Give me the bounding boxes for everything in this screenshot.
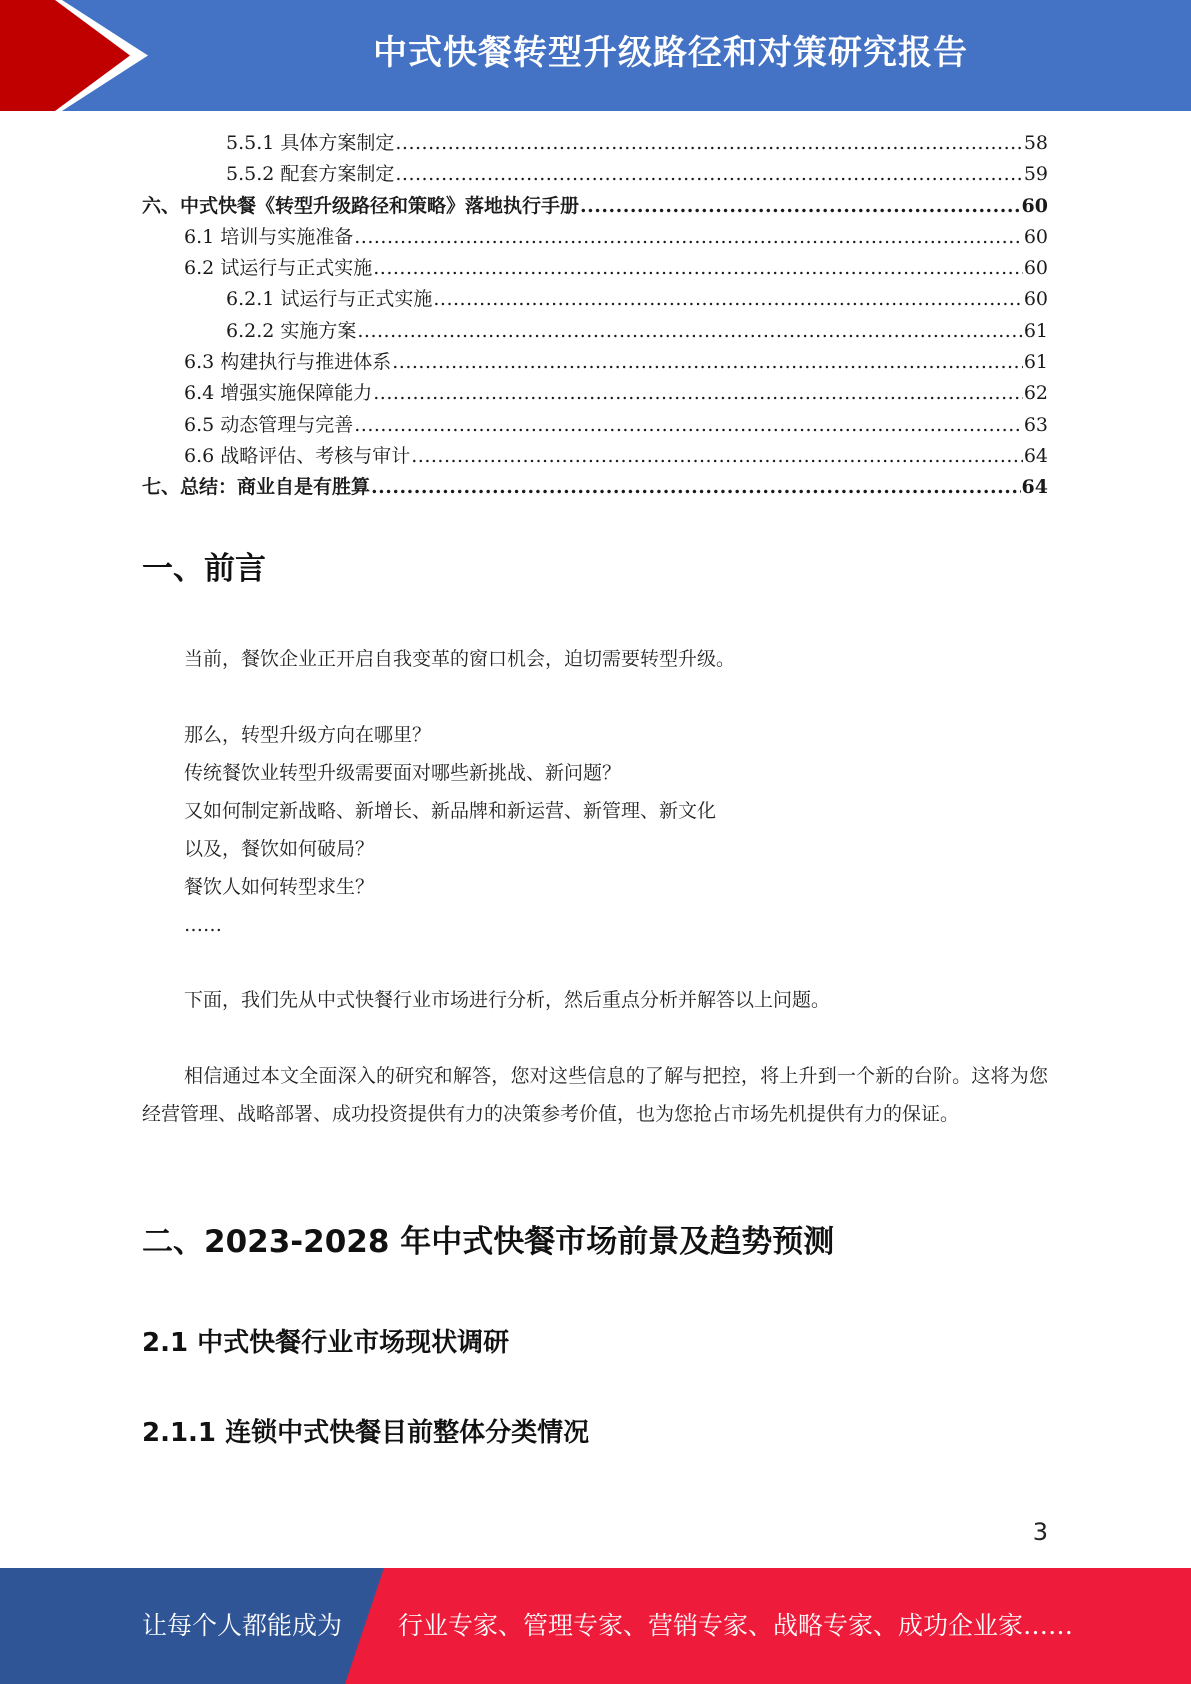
paragraph-analysis: [142, 981, 1048, 1019]
toc-entry-page: 60: [1023, 225, 1048, 248]
question-list: [142, 716, 1048, 944]
paragraph-intro: [142, 640, 1048, 678]
paragraph-text: 当前，餐饮企业正开启自我变革的窗口机会，迫切需要转型升级。: [184, 648, 736, 670]
toc-entry-title: 5.5.2 配套方案制定: [226, 163, 395, 186]
toc-leader-dots: [373, 378, 1023, 409]
toc-entry-title: 5.5.1 具体方案制定: [226, 132, 395, 154]
toc-leader-dots: [580, 191, 1021, 222]
question-item: 传统餐饮业转型升级需要面对哪些新挑战、新问题？: [184, 762, 622, 784]
toc-entry-page: 60: [1023, 257, 1048, 280]
toc-entry[interactable]: [142, 191, 1048, 222]
toc-leader-dots: [395, 128, 1022, 159]
page-footer: [0, 1568, 1191, 1684]
question-item: 那么，转型升级方向在哪里？: [184, 724, 432, 746]
toc-entry[interactable]: [142, 253, 1048, 284]
toc-entry[interactable]: [142, 159, 1048, 190]
toc-entry-page: 63: [1023, 413, 1048, 436]
toc-entry-title: 6.6 战略评估、考核与审计: [184, 444, 411, 467]
toc-entry[interactable]: [142, 472, 1048, 503]
toc-entry-title: 6.4 增强实施保障能力: [184, 382, 373, 405]
page-header: [0, 0, 1191, 111]
section-heading-market: 二、2023-2028 年中式快餐市场前景及趋势预测: [142, 1224, 835, 1260]
footer-slogan-right: 行业专家、管理专家、营销专家、战略专家、成功企业家……: [398, 1611, 1074, 1640]
toc-entry-title: 七、总结：商业自是有胜算: [142, 476, 371, 499]
ellipsis: ……: [184, 914, 222, 936]
toc-entry[interactable]: [142, 128, 1048, 159]
toc-entry-page: 62: [1023, 382, 1048, 405]
toc-leader-dots: [354, 222, 1023, 253]
paragraph-text: 下面，我们先从中式快餐行业市场进行分析，然后重点分析并解答以上问题。: [184, 989, 831, 1011]
subsection-heading: 2.1 中式快餐行业市场现状调研: [142, 1328, 510, 1358]
toc-entry-title: 6.5 动态管理与完善: [184, 413, 354, 436]
question-item: 以及，餐饮如何破局？: [184, 838, 375, 860]
toc-entry-page: 61: [1023, 351, 1048, 374]
toc-entry[interactable]: [142, 378, 1048, 409]
toc-entry-page: 64: [1021, 476, 1048, 499]
table-of-contents: [142, 128, 1048, 504]
toc-entry-page: 60: [1023, 288, 1048, 311]
subsubsection-heading: 2.1.1 连锁中式快餐目前整体分类情况: [142, 1418, 590, 1448]
toc-entry-title: 6.2 试运行与正式实施: [184, 257, 373, 280]
report-title: 中式快餐转型升级路径和对策研究报告: [373, 33, 968, 73]
toc-entry-page: 64: [1023, 444, 1048, 467]
toc-entry[interactable]: [142, 222, 1048, 253]
footer-slogan-left: 让每个人都能成为: [142, 1611, 343, 1640]
question-item: 又如何制定新战略、新增长、新品牌和新运营、新管理、新文化: [184, 800, 717, 822]
toc-entry-title: 6.3 构建执行与推进体系: [184, 351, 392, 374]
question-item: 餐饮人如何转型求生？: [184, 876, 375, 898]
toc-leader-dots: [373, 253, 1023, 284]
toc-entry[interactable]: [142, 441, 1048, 472]
toc-entry[interactable]: [142, 316, 1048, 347]
arrow-chevron-icon: [0, 0, 160, 111]
toc-entry-page: 58: [1023, 132, 1048, 154]
toc-entry-page: 60: [1021, 194, 1048, 217]
toc-leader-dots: [392, 347, 1023, 378]
paragraph-conclusion: 相信通过本文全面深入的研究和解答，您对这些信息的了解与把控，将上升到一个新的台阶。这将为您经营管理、战略部署、成功投资提供有力的决策参考价值，也为您抢占市场先机提供有力的保证。: [142, 1065, 1048, 1125]
section-heading-preface: 一、前言: [142, 551, 266, 587]
toc-leader-dots: [395, 159, 1022, 190]
toc-entry-page: 59: [1023, 163, 1048, 186]
toc-entry-title: 6.2.1 试运行与正式实施: [226, 288, 433, 311]
toc-leader-dots: [411, 441, 1023, 472]
toc-leader-dots: [357, 316, 1022, 347]
toc-leader-dots: [354, 410, 1023, 441]
toc-leader-dots: [433, 284, 1022, 315]
toc-entry-title: 6.2.2 实施方案: [226, 319, 357, 342]
toc-entry-title: 6.1 培训与实施准备: [184, 225, 354, 248]
toc-entry[interactable]: [142, 284, 1048, 315]
page-number: 3: [1032, 1518, 1048, 1546]
toc-entry[interactable]: [142, 410, 1048, 441]
toc-entry-title: 六、中式快餐《转型升级路径和策略》落地执行手册: [142, 194, 580, 217]
toc-leader-dots: [371, 472, 1021, 503]
toc-entry-page: 61: [1023, 319, 1048, 342]
toc-entry[interactable]: [142, 347, 1048, 378]
